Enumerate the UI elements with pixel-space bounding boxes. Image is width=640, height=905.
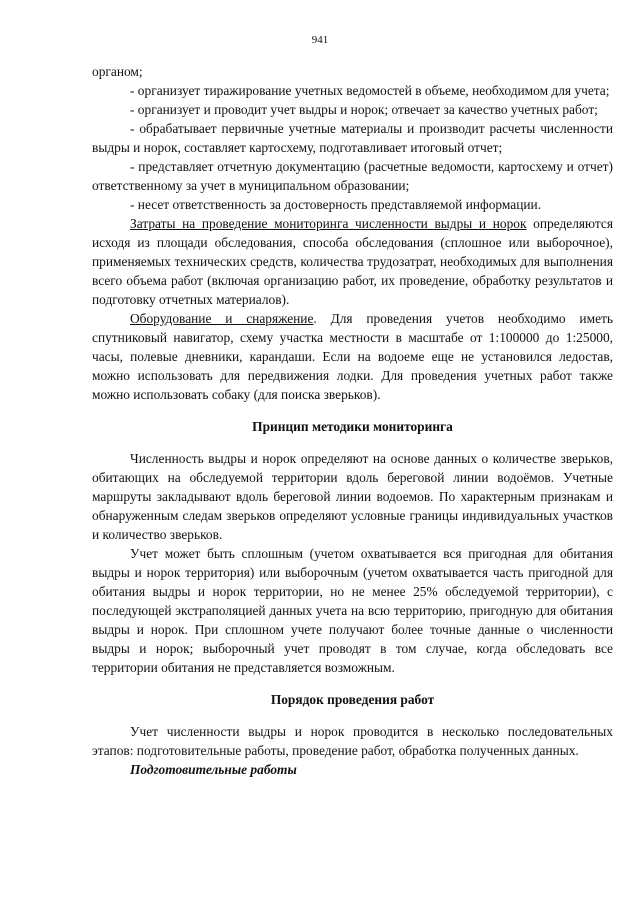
equipment-lead: Оборудование и снаряжение — [130, 311, 314, 326]
document-body — [92, 62, 613, 779]
heading-procedure: Порядок проведения работ — [270, 692, 435, 707]
equipment-text: . Для проведения учетов необходимо иметь спутниковый навигатор, схему участка местности в масштабе от 1:100000 до 1:25000, часы, полевые дневники, карандаши. Если на водоеме еще не установился ледостав, можно использовать для передвижения лодки. Для проведения учетных работ также можно использовать собаку (для поиска зверьков). — [92, 311, 613, 402]
spacer — [92, 709, 613, 722]
heading-principle: Принцип методики мониторинга — [252, 419, 453, 434]
costs-lead: Затраты на проведение мониторинга численности выдры и норок — [130, 216, 527, 231]
paragraph-survey-types: Учет может быть сплошным (учетом охватывается вся пригодная для обитания выдры и норок территория) или выборочным (учетом охватывается часть пригодной для обитания выдры и норок территории, но не менее 25% обследуемой территории), с последующей экстраполяцией данных учета на всю территорию, пригодную для обитания выдры и норок. При сплошном учете получают более точные данные о численности выдры и норок; выборочный учет проводят в том случае, когда обследовать все территории обитания не представляется возможным. — [92, 546, 613, 675]
paragraph-organ: органом; — [92, 64, 143, 79]
list-item-conduct: - организует и проводит учет выдры и норок; отвечает за качество учетных работ; — [130, 102, 598, 117]
subheading-preparatory: Подготовительные работы — [130, 762, 297, 777]
spacer — [92, 677, 613, 690]
spacer — [92, 404, 613, 417]
paragraph-stages: Учет численности выдры и норок проводится в несколько последовательных этапов: подготовительные работы, проведение работ, обработка полученных данных. — [92, 724, 613, 758]
list-item-process: - обрабатывает первичные учетные материалы и производит расчеты численности выдры и норок, составляет картосхему, подготавливает итоговый отчет; — [92, 121, 613, 155]
paragraph-principle: Численность выдры и норок определяют на основе данных о количестве зверьков, обитающих на обследуемой территории вдоль береговой линии водоёмов. Учетные маршруты закладывают вдоль береговой линии водоемов. По характерным признакам и обнаруженным следам зверьков определяют условные границы индивидуальных участков и количество зверьков. — [92, 451, 613, 542]
list-item-responsibility: - несет ответственность за достоверность представляемой информации. — [130, 197, 542, 212]
list-item-present: - представляет отчетную документацию (расчетные ведомости, картосхему и отчет) ответственному за учет в муниципальном образовании; — [92, 159, 613, 193]
costs-text: определяются исходя из площади обследования, способа обследования (сплошное или выборочное), применяемых технических средств, количества трудозатрат, необходимых для выполнения всего объема работ (включая организацию работ, их проведение, обработку результатов и подготовку отчетных материалов). — [92, 216, 614, 307]
paragraph-equipment — [92, 309, 613, 404]
spacer — [92, 436, 613, 449]
list-item-copies: - организует тиражирование учетных ведомостей в объеме, необходимом для учета; — [130, 83, 610, 98]
paragraph-costs — [92, 214, 613, 309]
page-number: 941 — [311, 34, 329, 46]
